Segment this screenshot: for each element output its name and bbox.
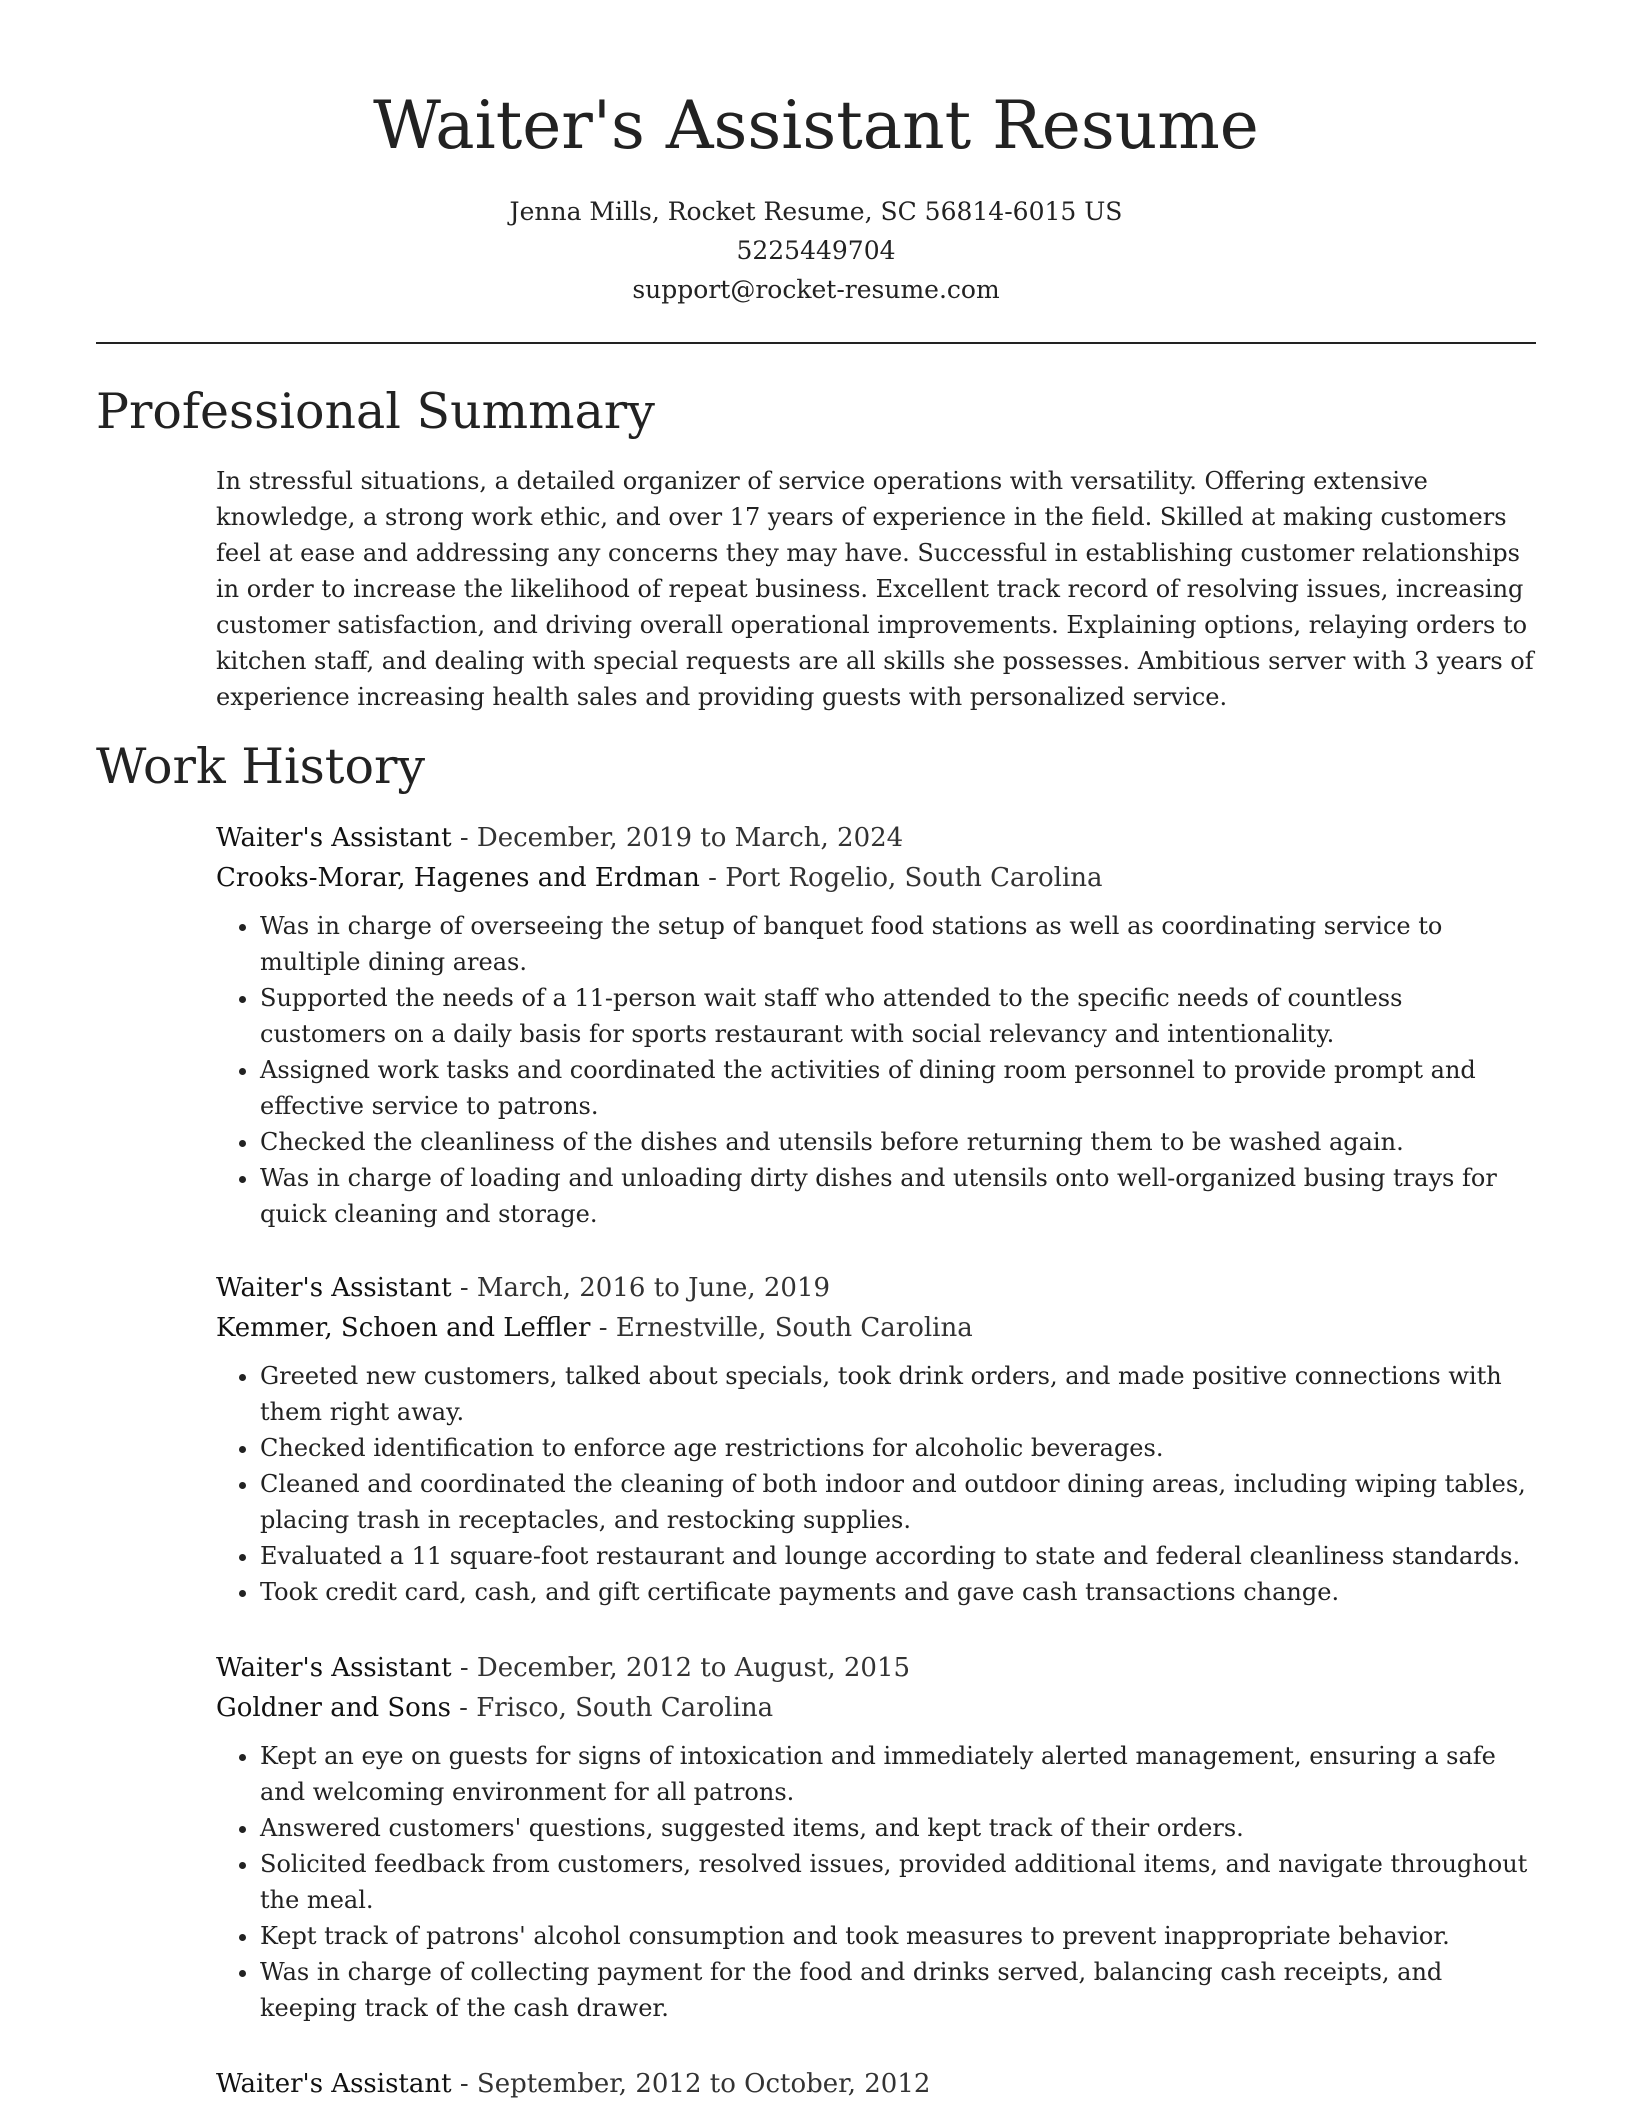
job-duties-list	[216, 908, 1536, 1232]
job-duty: • Kept track of patrons' alcohol consumption and took measures to prevent inappropriate behavior.	[260, 1918, 1536, 1954]
job-company-line	[216, 858, 1536, 898]
job-title-line	[216, 1268, 1536, 1308]
job-title-line	[216, 2064, 1536, 2104]
summary-heading: Professional Summary	[96, 383, 655, 440]
job-duty: • Answered customers' questions, suggested items, and kept track of their orders.	[260, 1810, 1536, 1846]
job-duty: • Greeted new customers, talked about specials, took drink orders, and made positive connections with them right away.	[260, 1358, 1536, 1430]
job-title: Waiter's Assistant	[216, 2069, 452, 2099]
job-company-line	[216, 1688, 1536, 1728]
job-title: Waiter's Assistant	[216, 1273, 452, 1303]
contact-phone: 5225449704	[736, 236, 896, 265]
job-location: - Ernestville, South Carolina	[590, 1313, 973, 1343]
job-title: Waiter's Assistant	[216, 1653, 452, 1683]
job-duty: • Kept an eye on guests for signs of intoxication and immediately alerted management, ensuring a safe and welcoming environment for all patrons.	[260, 1738, 1536, 1810]
job-duty: • Was in charge of collecting payment for the food and drinks served, balancing cash receipts, and keeping track of the cash drawer.	[260, 1954, 1536, 2026]
job-location: - Port Rogelio, South Carolina	[699, 863, 1103, 893]
job-dates: - September, 2012 to October, 2012	[451, 2069, 931, 2099]
job-entry	[216, 2064, 1536, 2104]
contact-email: support@rocket-resume.com	[632, 275, 1000, 304]
summary-text: In stressful situations, a detailed organizer of service operations with versatility. Offering extensive knowledge, a strong work ethic, and over 17 years of experience in the field. Skilled at making customers feel at ease and addressing any concerns they may have. Successful in establishing customer relationships in order to increase the likelihood of repeat business. Excellent track record of resolving issues, increasing customer satisfaction, and driving overall operational improvements. Explaining options, relaying orders to kitchen staff, and dealing with special requests are all skills she possesses. Ambitious server with 3 years of experience increasing health sales and providing guests with personalized service.	[216, 467, 1534, 711]
job-entry	[216, 818, 1536, 1232]
job-duty: • Supported the needs of a 11-person wait staff who attended to the specific needs of countless customers on a daily basis for sports restaurant with social relevancy and intentionality.	[260, 980, 1536, 1052]
job-location: - Frisco, South Carolina	[450, 1693, 774, 1723]
job-dates: - December, 2019 to March, 2024	[451, 823, 904, 853]
job-company-line	[216, 1308, 1536, 1348]
job-duty: • Was in charge of loading and unloading dirty dishes and utensils onto well-organized busing trays for quick cleaning and storage.	[260, 1160, 1536, 1232]
contact-address: Jenna Mills, Rocket Resume, SC 56814-6015 US	[509, 197, 1123, 226]
header-divider	[96, 342, 1536, 344]
resume-title: Waiter's Assistant Resume	[373, 87, 1259, 164]
job-title-line	[216, 818, 1536, 858]
job-entry	[216, 1648, 1536, 2026]
job-dates: - December, 2012 to August, 2015	[451, 1653, 911, 1683]
job-duty: • Took credit card, cash, and gift certificate payments and gave cash transactions change.	[260, 1574, 1536, 1610]
job-title-line	[216, 1648, 1536, 1688]
job-duties-list	[216, 1738, 1536, 2026]
job-duty: • Solicited feedback from customers, resolved issues, provided additional items, and navigate throughout the meal.	[260, 1846, 1536, 1918]
job-duty: • Was in charge of overseeing the setup of banquet food stations as well as coordinating service to multiple dining areas.	[260, 908, 1536, 980]
job-entry	[216, 1268, 1536, 1610]
job-duty: • Checked the cleanliness of the dishes and utensils before returning them to be washed again.	[260, 1124, 1536, 1160]
job-dates: - March, 2016 to June, 2019	[451, 1273, 831, 1303]
job-duties-list	[216, 1358, 1536, 1610]
job-company: Goldner and Sons	[216, 1693, 451, 1723]
job-title: Waiter's Assistant	[216, 823, 452, 853]
job-duty: • Evaluated a 11 square-foot restaurant and lounge according to state and federal cleanliness standards.	[260, 1538, 1536, 1574]
job-duty: • Checked identification to enforce age restrictions for alcoholic beverages.	[260, 1430, 1536, 1466]
job-duty: • Assigned work tasks and coordinated the activities of dining room personnel to provide prompt and effective service to patrons.	[260, 1052, 1536, 1124]
contact-block	[0, 192, 1632, 309]
work-history-heading: Work History	[96, 738, 426, 795]
job-company: Kemmer, Schoen and Leffler	[216, 1313, 591, 1343]
job-company: Crooks-Morar, Hagenes and Erdman	[216, 863, 700, 893]
job-duty: • Cleaned and coordinated the cleaning of both indoor and outdoor dining areas, including wiping tables, placing trash in receptacles, and restocking supplies.	[260, 1466, 1536, 1538]
